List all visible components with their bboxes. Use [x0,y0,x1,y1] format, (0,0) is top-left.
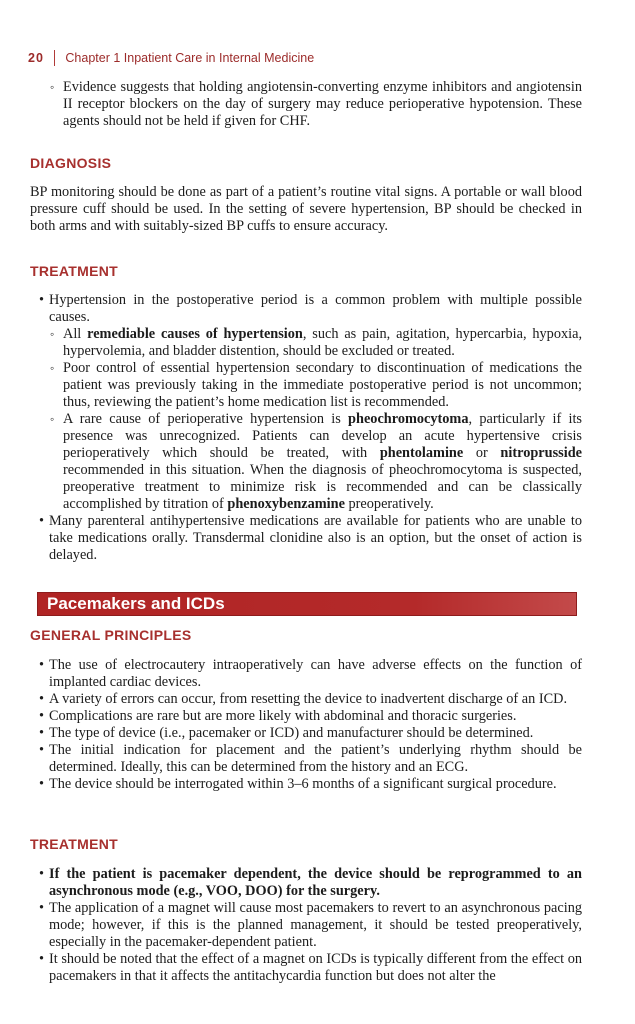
list-item: • The device should be interrogated within 3–6 months of a significant surgical procedure. [30,776,582,793]
diagnosis-section [30,155,582,235]
list-item: ◦ All remediable causes of hypertension, such as pain, agitation, hypercarbia, hypoxia, hypervolemia, and bladder distention, should be excluded or treated. [30,326,582,360]
list-item: ◦ A rare cause of perioperative hypertension is pheochromocytoma, particularly if its presence was unrecognized. Patients can develop an acute hypertensive crisis perioperatively which should be treated, with phentolamine or nitroprusside recommended in this situation. When the diagnosis of pheochromocytoma is suspected, preoperative treatment to minimize risk is recommended and can be classically accomplished by titration of phenoxybenzamine preoperatively. [30,411,582,513]
list-item: • A variety of errors can occur, from resetting the device to inadvertent discharge of an ICD. [30,691,582,708]
continued-list [30,79,582,130]
chapter-title: Chapter 1 Inpatient Care in Internal Medicine [65,51,315,65]
list-item: • Complications are rare but are more likely with abdominal and thoracic surgeries. [30,708,582,725]
list-item: • The use of electrocautery intraoperatively can have adverse effects on the function of implanted cardiac devices. [30,657,582,691]
section-heading-treatment: TREATMENT [30,263,118,279]
treatment-section [30,263,582,564]
header-divider [54,50,56,66]
list-item: • The application of a magnet will cause most pacemakers to revert to an asynchronous pacing mode; however, if this is the planned management, it should be tested preoperatively, especially in the pacemaker-dependent patient. [30,900,582,951]
page-number: 20 [28,51,44,65]
section-banner [37,592,577,616]
section-title: Pacemakers and ICDs [47,594,225,613]
general-principles-section [30,627,582,793]
section-heading-general-principles: GENERAL PRINCIPLES [30,627,192,643]
list-item: ◦ Evidence suggests that holding angiotensin-converting enzyme inhibitors and angiotensin II receptor blockers on the day of surgery may reduce perioperative hypotension. These agents should not be held if given for CHF. [30,79,582,130]
treatment-section-2 [30,836,582,985]
list-item: ◦ Poor control of essential hypertension secondary to discontinuation of medications the patient was previously taking in the immediate postoperative period is not uncommon; thus, reviewing the patient’s home medication list is recommended. [30,360,582,411]
running-header [28,49,314,67]
list-item: • Hypertension in the postoperative period is a common problem with multiple possible causes. [30,292,582,326]
section-heading-diagnosis: DIAGNOSIS [30,155,112,171]
list-item: • It should be noted that the effect of a magnet on ICDs is typically different from the effect on pacemakers in that it affects the antitachycardia function but does not alter the [30,951,582,985]
list-item: • The initial indication for placement and the patient’s underlying rhythm should be determined. Ideally, this can be determined from the history and an ECG. [30,742,582,776]
list-item: • Many parenteral antihypertensive medications are available for patients who are unable to take medications orally. Transdermal clonidine also is an option, but the onset of action is delayed. [30,513,582,564]
list-item: • The type of device (i.e., pacemaker or ICD) and manufacturer should be determined. [30,725,582,742]
section-heading-treatment: TREATMENT [30,836,118,852]
list-item: • If the patient is pacemaker dependent, the device should be reprogrammed to an asynchronous mode (e.g., VOO, DOO) for the surgery. [30,866,582,900]
diagnosis-paragraph: BP monitoring should be done as part of a patient’s routine vital signs. A portable or wall blood pressure cuff should be used. In the setting of severe hypertension, BP should be checked in both arms and with suitably-sized BP cuffs to ensure accuracy. [30,184,582,234]
